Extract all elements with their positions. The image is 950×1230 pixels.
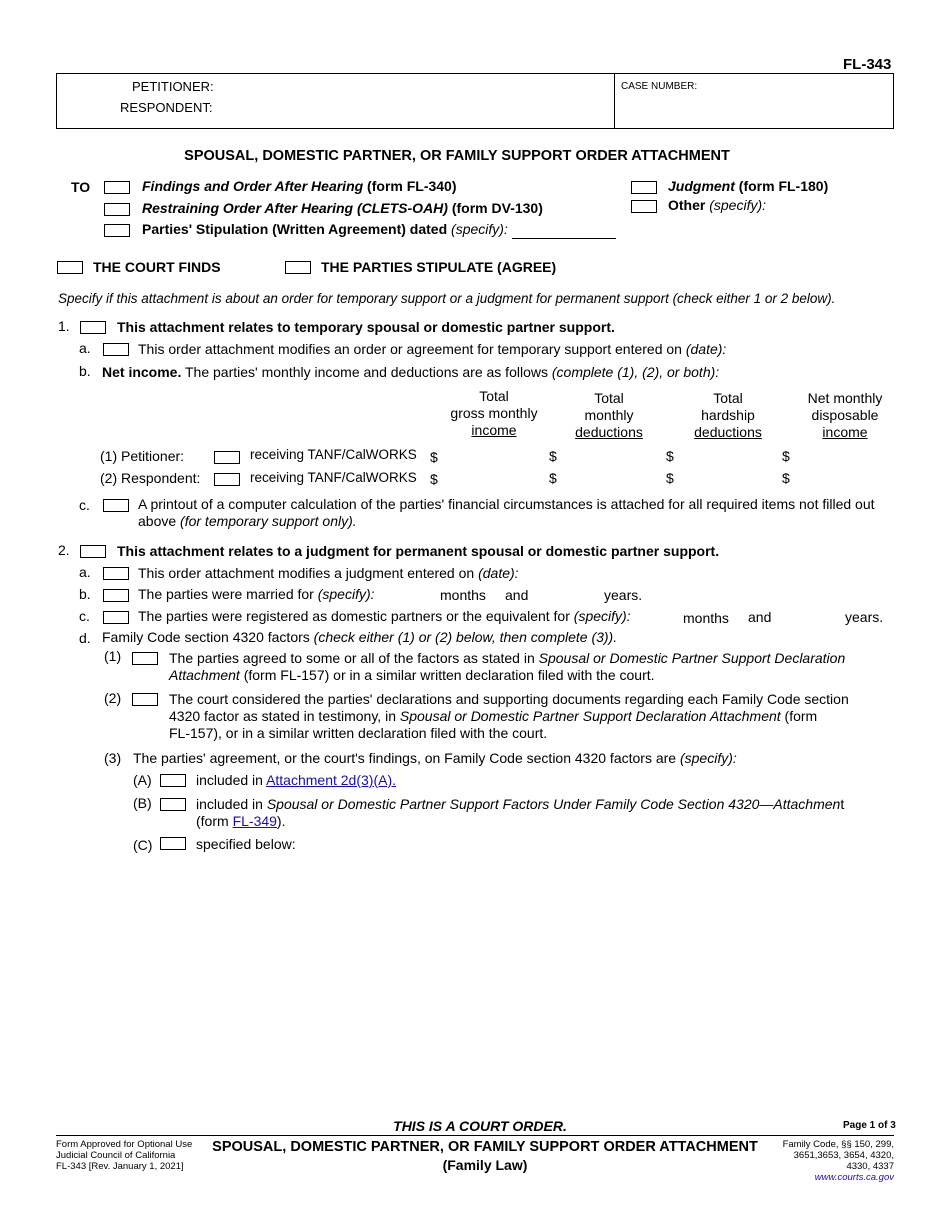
item2d1-line1: The parties agreed to some or all of the factors as stated in Spousal or Domestic Partner Support Declaration: [169, 650, 846, 666]
instruction-text: Specify if this attachment is about an order for temporary support or a judgment for permanent support (check either 1 or 2 below).: [58, 291, 836, 306]
col-net-income: Net monthly disposable income: [807, 390, 883, 440]
item2d3b-letter: (B): [133, 795, 152, 811]
petitioner-tanf-label: receiving TANF/CalWORKS: [250, 447, 417, 462]
item2b-checkbox[interactable]: [103, 589, 129, 602]
respondent-row-label: (2) Respondent:: [100, 470, 201, 486]
respondent-net-field[interactable]: $: [782, 470, 790, 486]
parties-stipulate-label: THE PARTIES STIPULATE (AGREE): [321, 259, 557, 275]
col-gross-income: Total gross monthly income: [450, 388, 538, 438]
item2d2-line1: The court considered the parties' declarations and supporting documents regarding each Family Code section: [169, 691, 849, 707]
petitioner-gross-field[interactable]: $: [430, 449, 438, 465]
item2d2-line3: FL-157), or in a similar written declaration filed with the court.: [169, 725, 548, 741]
item2c-checkbox[interactable]: [103, 611, 129, 624]
respondent-tanf-checkbox[interactable]: [214, 473, 240, 486]
item2d3a-checkbox[interactable]: [160, 774, 186, 787]
item1a-text: This order attachment modifies an order or agreement for temporary support entered on (date):: [138, 341, 727, 357]
footer-title: SPOUSAL, DOMESTIC PARTNER, OR FAMILY SUPPORT ORDER ATTACHMENT: [212, 1139, 758, 1155]
form-title: SPOUSAL, DOMESTIC PARTNER, OR FAMILY SUPPORT ORDER ATTACHMENT: [184, 148, 730, 164]
item2d3a-text: included in Attachment 2d(3)(A).: [196, 772, 396, 788]
footer-right-block: Family Code, §§ 150, 299, 3651,3653, 3654, 4320, 4330, 4337 www.courts.ca.gov: [760, 1139, 894, 1183]
item2d1-checkbox[interactable]: [132, 652, 158, 665]
item1c-text-line1: A printout of a computer calculation of the parties' financial circumstances is attached for all required items not filled out: [138, 496, 875, 512]
item2d3-text: The parties' agreement, or the court's findings, on Family Code section 4320 factors are (specify):: [133, 750, 737, 766]
parties-stipulate-checkbox[interactable]: [285, 261, 311, 274]
item2-number: 2.: [58, 542, 70, 558]
fl-349-link[interactable]: FL-349: [232, 813, 277, 829]
item2d3b-checkbox[interactable]: [160, 798, 186, 811]
item1a-letter: a.: [79, 340, 91, 356]
item2d-letter: d.: [79, 630, 91, 646]
petitioner-label: PETITIONER:: [132, 79, 214, 94]
item2d3b-form: (form FL-349).: [196, 813, 286, 829]
petitioner-row-label: (1) Petitioner:: [100, 448, 185, 464]
item2b-years: years.: [604, 587, 643, 603]
judgment-checkbox[interactable]: [631, 181, 657, 194]
item2d2-number: (2): [104, 690, 122, 706]
footer-left-block: Form Approved for Optional Use Judicial Council of California FL-343 [Rev. January 1, 2021]: [56, 1139, 193, 1172]
other-checkbox[interactable]: [631, 200, 657, 213]
item2d1-line2: Attachment (form FL-157) or in a similar written declaration filed with the court.: [169, 667, 655, 683]
item1a-checkbox[interactable]: [103, 343, 129, 356]
petitioner-hardship-field[interactable]: $: [666, 448, 674, 464]
stipulation-date-line[interactable]: [512, 238, 616, 239]
findings-order-checkbox[interactable]: [104, 181, 130, 194]
item1c-checkbox[interactable]: [103, 499, 129, 512]
petitioner-net-field[interactable]: $: [782, 448, 790, 464]
item2d-text: Family Code section 4320 factors (check either (1) or (2) below, then complete (3)).: [102, 629, 618, 645]
item2a-letter: a.: [79, 564, 91, 580]
item2d3c-letter: (C): [133, 837, 153, 853]
findings-order-label: Findings and Order After Hearing (form FL-340): [142, 178, 457, 194]
item2b-text: The parties were married for (specify):: [138, 586, 375, 602]
item2d3c-text: specified below:: [196, 836, 296, 852]
item2b-and: and: [505, 587, 529, 603]
case-number-label: CASE NUMBER:: [621, 81, 698, 92]
specified-below-area[interactable]: [100, 858, 890, 1108]
stipulation-label: Parties' Stipulation (Written Agreement) dated (specify):: [142, 221, 508, 237]
item2d2-line2: 4320 factor as stated in testimony, in Spousal or Domestic Partner Support Declaration Attachment (form: [169, 708, 818, 724]
respondent-label: RESPONDENT:: [120, 100, 213, 115]
item1b-letter: b.: [79, 363, 91, 379]
petitioner-deductions-field[interactable]: $: [549, 448, 557, 464]
item2c-years: years.: [845, 609, 884, 625]
item1b-text: Net income. The parties' monthly income and deductions are as follows (complete (1), (2), or both):: [102, 364, 720, 380]
to-label: TO: [71, 179, 91, 195]
respondent-deductions-field[interactable]: $: [549, 470, 557, 486]
item2d2-checkbox[interactable]: [132, 693, 158, 706]
court-finds-checkbox[interactable]: [57, 261, 83, 274]
item1-text: This attachment relates to temporary spousal or domestic partner support.: [117, 319, 615, 335]
item1-checkbox[interactable]: [80, 321, 106, 334]
court-order-notice: THIS IS A COURT ORDER.: [393, 1118, 567, 1134]
restraining-order-label: Restraining Order After Hearing (CLETS-OAH) (form DV-130): [142, 200, 543, 216]
item1c-text-line2: above (for temporary support only).: [138, 513, 357, 529]
page-indicator: Page 1 of 3: [843, 1120, 896, 1131]
col-hardship-deductions: Total hardship deductions: [694, 390, 762, 440]
item2a-text: This order attachment modifies a judgment entered on (date):: [138, 565, 519, 581]
footer-rule: [56, 1135, 894, 1136]
restraining-order-checkbox[interactable]: [104, 203, 130, 216]
item1c-letter: c.: [79, 497, 90, 513]
item1-number: 1.: [58, 318, 70, 334]
respondent-tanf-label: receiving TANF/CalWORKS: [250, 470, 417, 485]
item2a-checkbox[interactable]: [103, 567, 129, 580]
item2c-text: The parties were registered as domestic partners or the equivalent for (specify):: [138, 608, 631, 624]
other-label: Other (specify):: [668, 197, 767, 213]
item2d3c-checkbox[interactable]: [160, 837, 186, 850]
item2c-months: months: [683, 610, 729, 626]
stipulation-checkbox[interactable]: [104, 224, 130, 237]
item2d3b-text: included in Spousal or Domestic Partner Support Factors Under Family Code Section 4320—Attachment: [196, 796, 845, 812]
courts-website-link[interactable]: www.courts.ca.gov: [814, 1172, 894, 1183]
col-monthly-deductions: Total monthly deductions: [575, 390, 643, 440]
item2-text: This attachment relates to a judgment for permanent spousal or domestic partner support.: [117, 543, 720, 559]
item2c-and: and: [748, 609, 772, 625]
item2b-months: months: [440, 587, 486, 603]
form-number: FL-343: [843, 56, 892, 73]
item2d3a-letter: (A): [133, 772, 152, 788]
item2-checkbox[interactable]: [80, 545, 106, 558]
petitioner-tanf-checkbox[interactable]: [214, 451, 240, 464]
judgment-label: Judgment (form FL-180): [668, 178, 829, 194]
item2d3-number: (3): [104, 750, 122, 766]
attachment-2d3a-link[interactable]: Attachment 2d(3)(A).: [266, 772, 396, 788]
item2b-letter: b.: [79, 586, 91, 602]
item2d1-number: (1): [104, 648, 122, 664]
court-finds-label: THE COURT FINDS: [93, 259, 221, 275]
respondent-hardship-field[interactable]: $: [666, 470, 674, 486]
footer-subtitle: (Family Law): [442, 1157, 528, 1173]
caption-divider: [614, 73, 615, 129]
item2c-letter: c.: [79, 608, 90, 624]
respondent-gross-field[interactable]: $: [430, 471, 438, 487]
